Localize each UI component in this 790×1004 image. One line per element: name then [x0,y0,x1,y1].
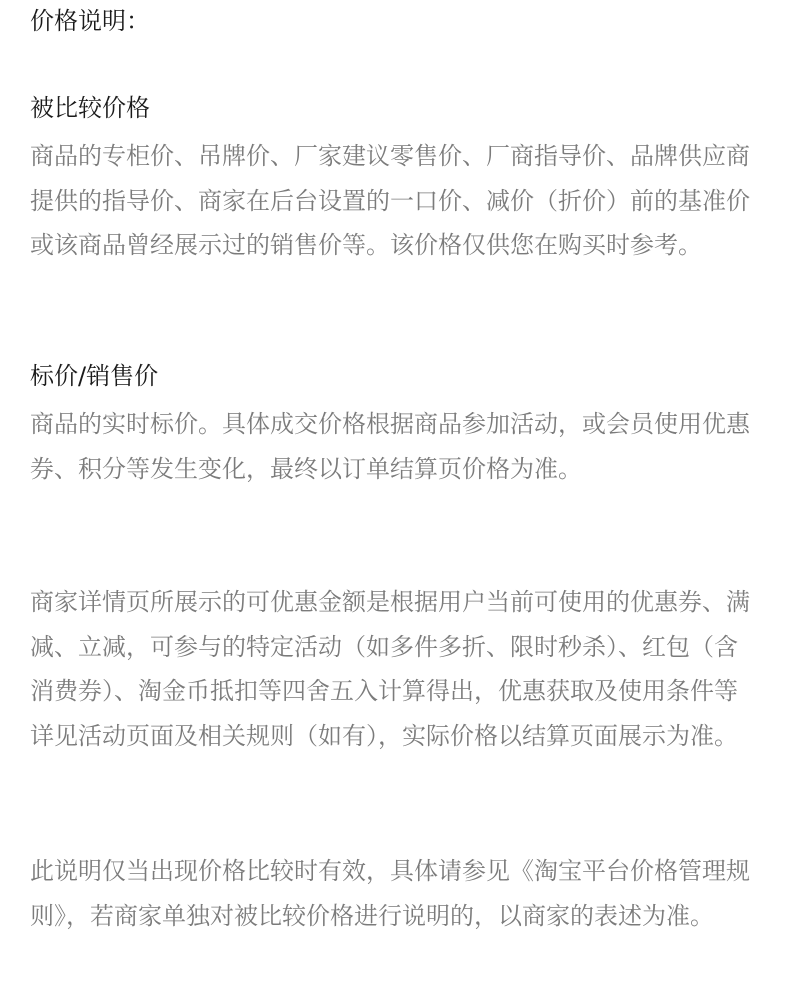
section-body-list-price: 商品的实时标价。具体成交价格根据商品参加活动，或会员使用优惠券、积分等发生变化，最终以订单结算页价格为准。 [30,410,750,483]
page-title: 价格说明： [30,7,150,35]
paragraph-validity-note: 此说明仅当出现价格比较时有效，具体请参见《淘宝平台价格管理规则》，若商家单独对被比较价格进行说明的，以商家的表述为准。 [30,857,750,930]
section-heading-list-price: 标价/销售价 [30,362,159,390]
section-heading-compared-price: 被比较价格 [30,94,150,122]
paragraph-discount-amount: 商家详情页所展示的可优惠金额是根据用户当前可使用的优惠券、满减、立减，可参与的特定活动（如多件多折、限时秒杀）、红包（含消费券）、淘金币抵扣等四舍五入计算得出，优惠获取及使用条件等详见活动页面及相关规则（如有），实际价格以结算页面展示为准。 [30,588,750,750]
section-body-compared-price: 商品的专柜价、吊牌价、厂家建议零售价、厂商指导价、品牌供应商提供的指导价、商家在后台设置的一口价、减价（折价）前的基准价或该商品曾经展示过的销售价等。该价格仅供您在购买时参考。 [30,142,750,259]
